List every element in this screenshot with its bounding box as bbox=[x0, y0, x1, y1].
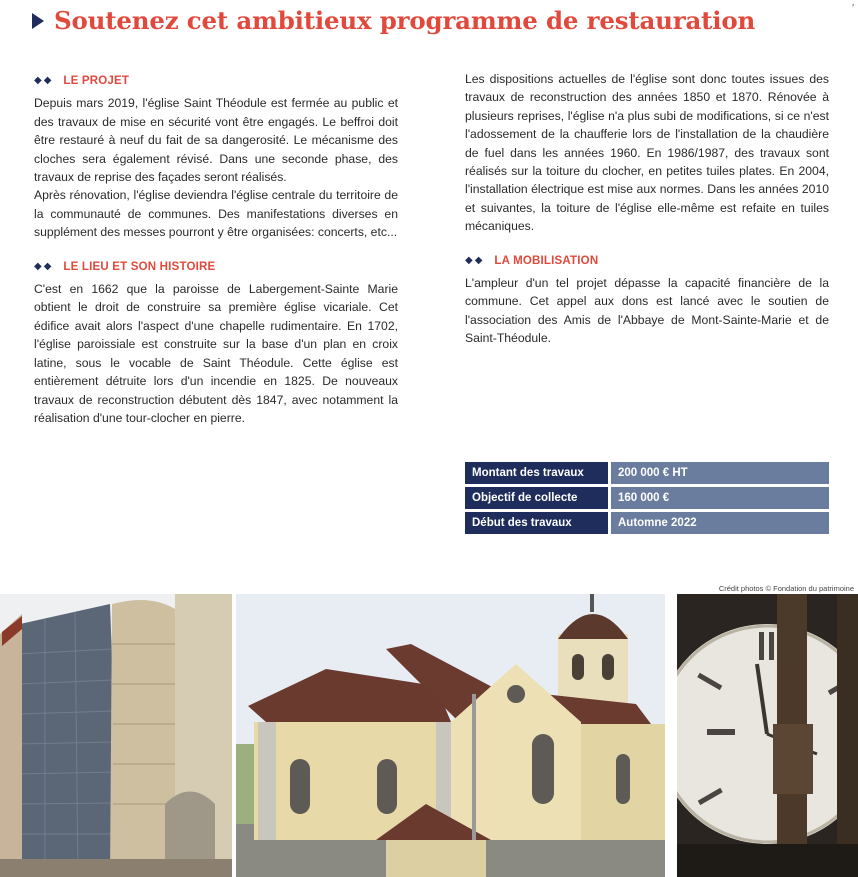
right-column bbox=[465, 70, 829, 348]
table-value: 160 000 € bbox=[608, 487, 829, 509]
table-value: 200 000 € HT bbox=[608, 462, 829, 484]
table-label: Début des travaux bbox=[465, 512, 608, 534]
table-label: Montant des travaux bbox=[465, 462, 608, 484]
paragraph: Depuis mars 2019, l'église Saint Théodule est fermée au public et des travaux de mise en sécurité vont être engagés. Le beffroi doit être restauré à neuf du fait de sa dangerosité. Le mécanisme des cloches sera également révisé. Dans une seconde phase, des travaux de reprise des façades seront réalisés. bbox=[34, 96, 398, 185]
paragraph: Après rénovation, l'église deviendra l'église centrale du territoire de la communauté de communes. Des manifestations diverses en supplément des messes pourront y être organisées: concerts, etc... bbox=[34, 188, 398, 240]
diamond-icon: ◆◆ bbox=[465, 254, 485, 266]
corner-mark: ′ bbox=[852, 3, 854, 14]
section-heading-mobilisation bbox=[465, 252, 829, 270]
title-row bbox=[32, 6, 755, 35]
table-label: Objectif de collecte bbox=[465, 487, 608, 509]
photo-credit: Crédit photos © Fondation du patrimoine bbox=[718, 584, 854, 593]
photo-church-exterior bbox=[236, 594, 665, 877]
section-title: LE PROJET bbox=[63, 75, 130, 87]
diamond-icon: ◆◆ bbox=[34, 75, 54, 86]
left-column bbox=[34, 72, 398, 427]
photo-tower-wall bbox=[0, 594, 232, 877]
section-title: LA MOBILISATION bbox=[494, 254, 599, 267]
page-title: Soutenez cet ambitieux programme de restauration bbox=[54, 6, 756, 35]
paragraph: Les dispositions actuelles de l'église sont donc toutes issues des travaux de reconstruction des années 1850 et 1870. Rénovée à plusieurs reprises, l'église n'a plus subi de modifications, si ce n'est l'adossement de la chaufferie lors de l'installation de la chaudière de fuel dans les années 1960. En 1986/1987, des travaux sont réalisés sur la toiture du clocher, en petites tuiles plates. En 2004, l'installation électrique est mise aux normes. Dans les années 2010 et suivantes, la toiture de l'église elle-même est refaite en tuiles mécaniques. bbox=[465, 72, 829, 234]
section-heading-projet bbox=[34, 72, 398, 90]
section-title: LE LIEU ET SON HISTOIRE bbox=[63, 260, 216, 273]
title-arrow-icon bbox=[32, 13, 44, 29]
section-heading-lieu bbox=[34, 258, 398, 276]
project-info-table bbox=[465, 459, 829, 537]
table-value: Automne 2022 bbox=[608, 512, 829, 534]
photo-clock-face bbox=[677, 594, 858, 877]
paragraph: L'ampleur d'un tel projet dépasse la capacité financière de la commune. Cet appel aux dons est lancé avec le soutien de l'association des Amis de l'Abbaye de Mont-Sainte-Marie et de Saint-Théodule. bbox=[465, 276, 829, 346]
paragraph: C'est en 1662 que la paroisse de Labergement-Sainte Marie obtient le droit de construire sa première église vicariale. Cet édifice avait alors l'aspect d'une chapelle rudimentaire. En 1702, l'église paroissiale est construite sur la base d'un plan en croix latine, sous le vocable de Saint Théodule. Cette église est entièrement détruite lors d'un incendie en 1825. De nouveaux travaux de reconstruction débutent dès 1847, avec notamment la réalisation d'une tour-clocher en pierre. bbox=[34, 282, 398, 425]
table-row bbox=[465, 487, 829, 509]
diamond-icon: ◆◆ bbox=[34, 260, 54, 272]
table-row bbox=[465, 462, 829, 484]
table-row bbox=[465, 512, 829, 534]
